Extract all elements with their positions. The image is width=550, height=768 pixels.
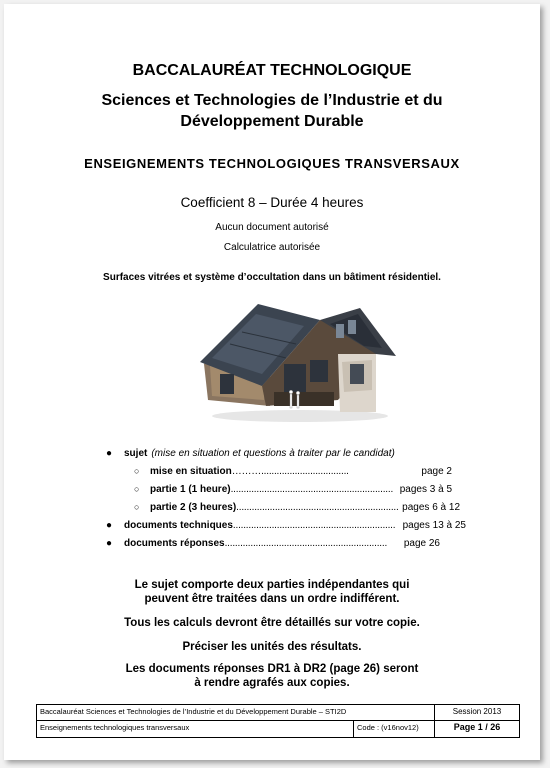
footer-course: Enseignements technologiques transversaux xyxy=(40,723,190,732)
exam-title: BACCALAURÉAT TECHNOLOGIQUE xyxy=(132,62,412,79)
documents-rule: Aucun document autorisé xyxy=(215,222,329,233)
document-page xyxy=(4,4,540,760)
coefficient-duration: Coefficient 8 – Durée 4 heures xyxy=(180,195,364,210)
toc-sujet-label: sujet xyxy=(124,448,148,459)
toc-item: documents réponses ............................................................... page 26 xyxy=(124,538,440,549)
footer-page-number: Page 1 / 26 xyxy=(453,722,501,732)
footer-session: Session 2013 xyxy=(452,707,502,716)
subject-title: Surfaces vitrées et système d’occultation dans un bâtiment résidentiel. xyxy=(103,272,441,283)
exam-subtitle-line-2: Développement Durable xyxy=(180,113,364,130)
circle-bullet-icon: ○ xyxy=(134,466,140,476)
section-title: ENSEIGNEMENTS TECHNOLOGIQUES TRANSVERSAUX xyxy=(84,156,460,171)
toc-sujet-note: (mise en situation et questions à traiter par le candidat) xyxy=(151,448,395,459)
instruction-calculations: Tous les calculs devront être détaillés sur votre copie. xyxy=(124,617,420,629)
circle-bullet-icon: ○ xyxy=(134,502,140,512)
instruction-units: Préciser les unités des résultats. xyxy=(182,641,362,653)
toc-item: documents techniques ............................................................... pages 13 à 25 xyxy=(124,520,466,531)
toc-item: mise en situation ……….................................. page 2 xyxy=(150,466,452,477)
bullet-icon: ● xyxy=(106,520,113,531)
exam-subtitle xyxy=(4,90,540,132)
instruction-independent-parts: Le sujet comporte deux parties indépendantes qui peuvent être traitées dans un ordre indifférent. xyxy=(134,579,410,605)
page-footer-table xyxy=(36,704,520,738)
house-illustration xyxy=(200,294,396,424)
toc-item: partie 1 (1 heure) ............................................................... pages 3 à 5 xyxy=(150,484,452,495)
bullet-icon: ● xyxy=(106,448,113,459)
calculator-rule: Calculatrice autorisée xyxy=(223,242,321,253)
exam-subtitle-line-1: Sciences et Technologies de l’Industrie et du xyxy=(101,92,443,109)
instruction-answer-sheets: Les documents réponses DR1 à DR2 (page 26) seront à rendre agrafés aux copies. xyxy=(125,663,419,689)
toc-item: partie 2 (3 heures) ............................................................... pages 6 à 12 xyxy=(150,502,460,513)
footer-exam-name: Baccalauréat Sciences et Technologies de l’Industrie et du Développement Durable – STI2D xyxy=(40,707,347,716)
toc-sujet xyxy=(124,448,395,459)
footer-code: Code : (v16nov12) xyxy=(357,723,419,732)
bullet-icon: ● xyxy=(106,538,113,549)
circle-bullet-icon: ○ xyxy=(134,484,140,494)
